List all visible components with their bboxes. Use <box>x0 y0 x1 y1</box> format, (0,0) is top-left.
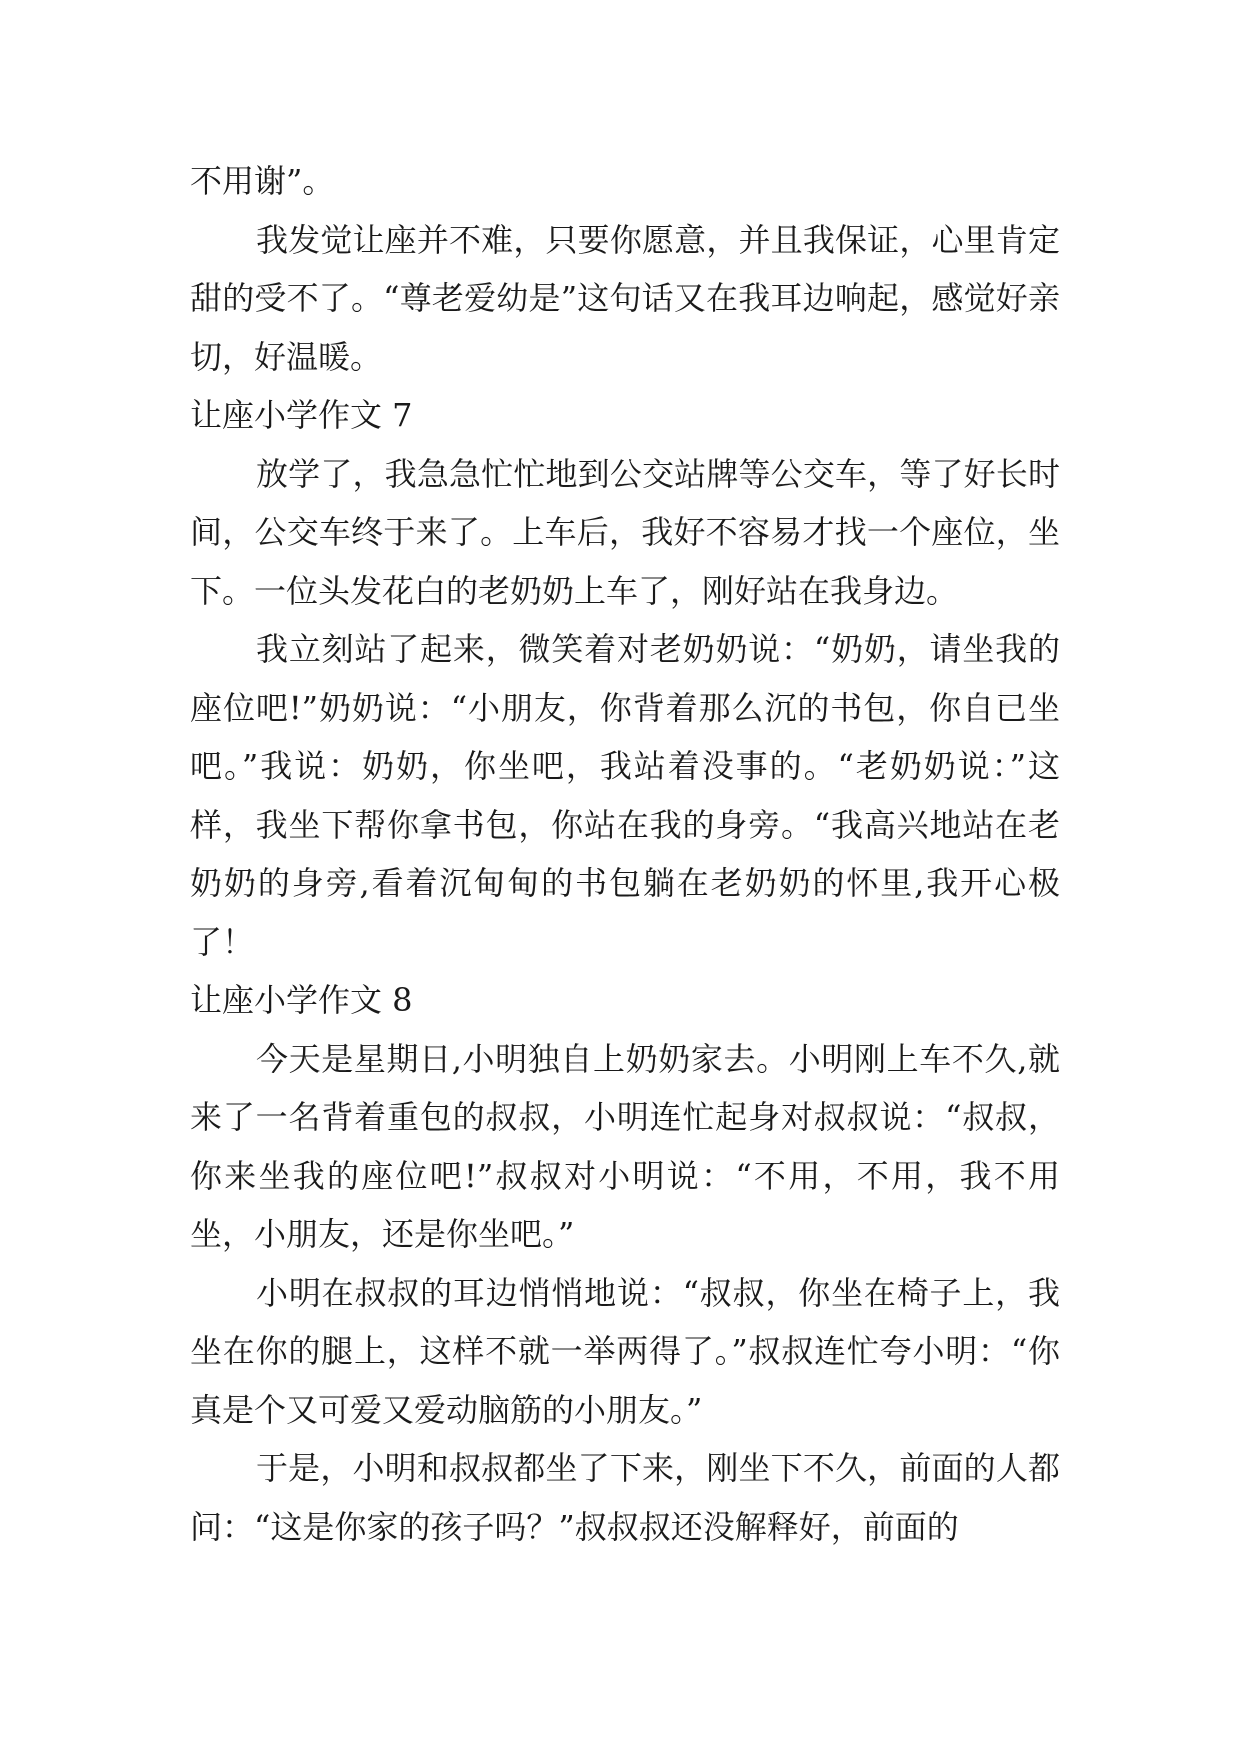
paragraph: 小明在叔叔的耳边悄悄地说：“叔叔，你坐在椅子上，我坐在你的腿上，这样不就一举两得了。”叔叔连忙夸小明：“你真是个又可爱又爱动脑筋的小朋友。” <box>190 1273 1060 1429</box>
paragraph-continuation: 不用谢”。 <box>190 162 335 200</box>
paragraph: 今天是星期日,小明独自上奶奶家去。小明刚上车不久,就来了一名背着重包的叔叔，小明连忙起身对叔叔说：“叔叔，你来坐我的座位吧!”叔叔对小明说：“不用，不用，我不用坐，小朋友，还是你坐吧。” <box>190 1039 1060 1253</box>
paragraph: 我立刻站了起来，微笑着对老奶奶说：“奶奶，请坐我的座位吧!”奶奶说：“小朋友，你背着那么沉的书包，你自已坐吧。”我说：奶奶，你坐吧，我站着没事的。“老奶奶说：”这样，我坐下帮你拿书包，你站在我的身旁。“我高兴地站在老奶奶的身旁,看着沉甸甸的书包躺在老奶奶的怀里,我开心极了！ <box>190 630 1060 961</box>
paragraph: 放学了，我急急忙忙地到公交站牌等公交车，等了好长时间，公交车终于来了。上车后，我好不容易才找一个座位，坐下。一位头发花白的老奶奶上车了，刚好站在我身边。 <box>190 454 1060 610</box>
paragraph: 我发觉让座并不难，只要你愿意，并且我保证，心里肯定甜的受不了。“尊老爱幼是”这句话又在我耳边响起，感觉好亲切，好温暖。 <box>190 220 1060 376</box>
paragraph: 于是，小明和叔叔都坐了下来，刚坐下不久，前面的人都问：“这是你家的孩子吗？”叔叔叔还没解释好，前面的 <box>190 1449 1060 1546</box>
document-body <box>190 152 1060 1556</box>
section-heading: 让座小学作文 8 <box>190 981 413 1019</box>
section-heading: 让座小学作文 7 <box>190 396 413 434</box>
